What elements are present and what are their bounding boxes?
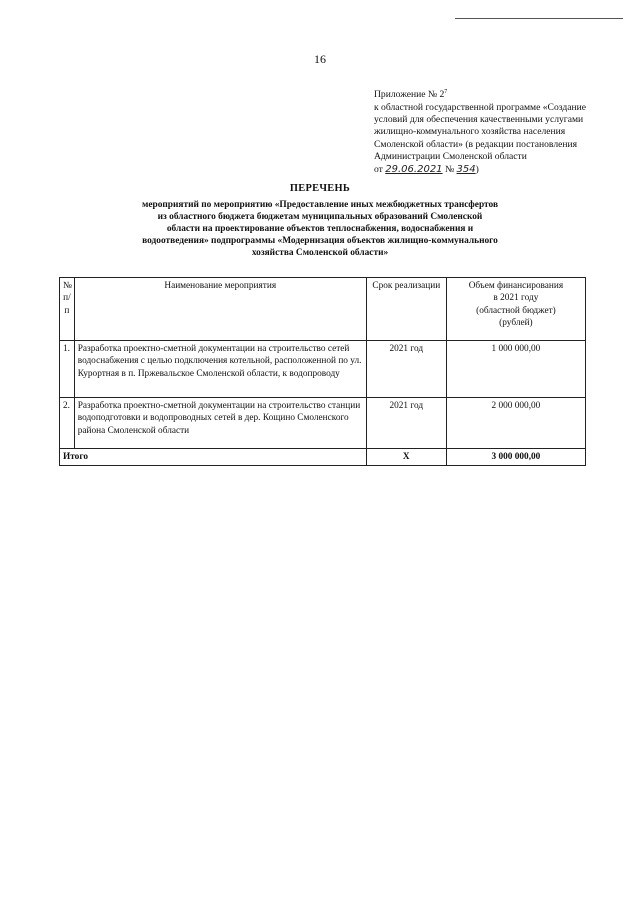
row-name: Разработка проектно-сметной документации на строительство сетей водоснабжения с целью подключения котельной, расположенной по ул. Курортная в п. Пржевальское Смоленской области, к водопроводу bbox=[74, 341, 366, 398]
row-name: Разработка проектно-сметной документации на строительство станции водоподготовки и водопроводных сетей в дер. Кощино Смоленского района Смоленской области bbox=[74, 398, 366, 449]
header-amount-line2: в 2021 году bbox=[493, 293, 539, 304]
header-number-line1: № bbox=[63, 281, 72, 291]
appendix-line: к областной государственной программе «Создание bbox=[374, 101, 587, 113]
appendix-title bbox=[374, 86, 604, 102]
appendix-line: Администрации Смоленской области bbox=[374, 151, 527, 163]
subtitle-line: хозяйства Смоленской области» bbox=[251, 248, 389, 259]
header-number-line2: п/п bbox=[63, 293, 71, 316]
document-subtitle bbox=[120, 199, 520, 259]
table-row bbox=[60, 398, 586, 449]
appendix-line: жилищно-коммунального хозяйства населения bbox=[374, 126, 566, 138]
header-amount-line3: (областной бюджет) bbox=[476, 305, 556, 316]
header-amount-line4: (рублей) bbox=[499, 318, 533, 329]
measures-table bbox=[59, 277, 586, 466]
number-prefix: № bbox=[444, 163, 455, 175]
table-header-row bbox=[60, 278, 586, 341]
handwritten-number: 354 bbox=[456, 163, 476, 175]
document-title: ПЕРЕЧЕНЬ bbox=[289, 183, 351, 194]
header-amount bbox=[446, 278, 585, 341]
subtitle-line: из областного бюджета бюджетам муниципальных образований Смоленской bbox=[157, 212, 483, 223]
appendix-line: Смоленской области» (в редакции постановления bbox=[374, 138, 578, 150]
page-number: 16 bbox=[314, 52, 326, 66]
appendix-block bbox=[374, 86, 604, 176]
close-paren: ) bbox=[475, 163, 479, 175]
subtitle-line: водоотведения» подпрограммы «Модернизация объектов жилищно-коммунального bbox=[142, 236, 498, 247]
row-number: 1. bbox=[60, 341, 75, 398]
table-row bbox=[60, 341, 586, 398]
header-number bbox=[60, 278, 75, 341]
total-amount: 3 000 000,00 bbox=[446, 449, 585, 466]
appendix-date-line bbox=[374, 164, 604, 176]
total-term: Х bbox=[366, 449, 446, 466]
total-label: Итого bbox=[60, 449, 367, 466]
header-term: Срок реализации bbox=[366, 278, 446, 341]
subtitle-line: области на проектирование объектов теплоснабжения, водоснабжения и bbox=[166, 224, 474, 235]
subtitle-line: мероприятий по мероприятию «Предоставление иных межбюджетных трансфертов bbox=[141, 200, 499, 210]
table-total-row bbox=[60, 449, 586, 466]
row-term: 2021 год bbox=[366, 341, 446, 398]
row-term: 2021 год bbox=[366, 398, 446, 449]
appendix-line: условий для обеспечения качественными услугами bbox=[374, 114, 584, 125]
row-amount: 1 000 000,00 bbox=[446, 341, 585, 398]
row-amount: 2 000 000,00 bbox=[446, 398, 585, 449]
appendix-title-text: Приложение № 2 bbox=[374, 89, 445, 101]
appendix-title-sup: 7 bbox=[444, 89, 448, 95]
header-name: Наименование мероприятия bbox=[74, 278, 366, 341]
from-prefix: от bbox=[374, 163, 383, 175]
handwritten-date: 29.06.2021 bbox=[385, 163, 443, 175]
header-amount-line1: Объем финансирования bbox=[468, 281, 564, 291]
row-number: 2. bbox=[60, 398, 75, 449]
header-rule bbox=[455, 18, 623, 19]
